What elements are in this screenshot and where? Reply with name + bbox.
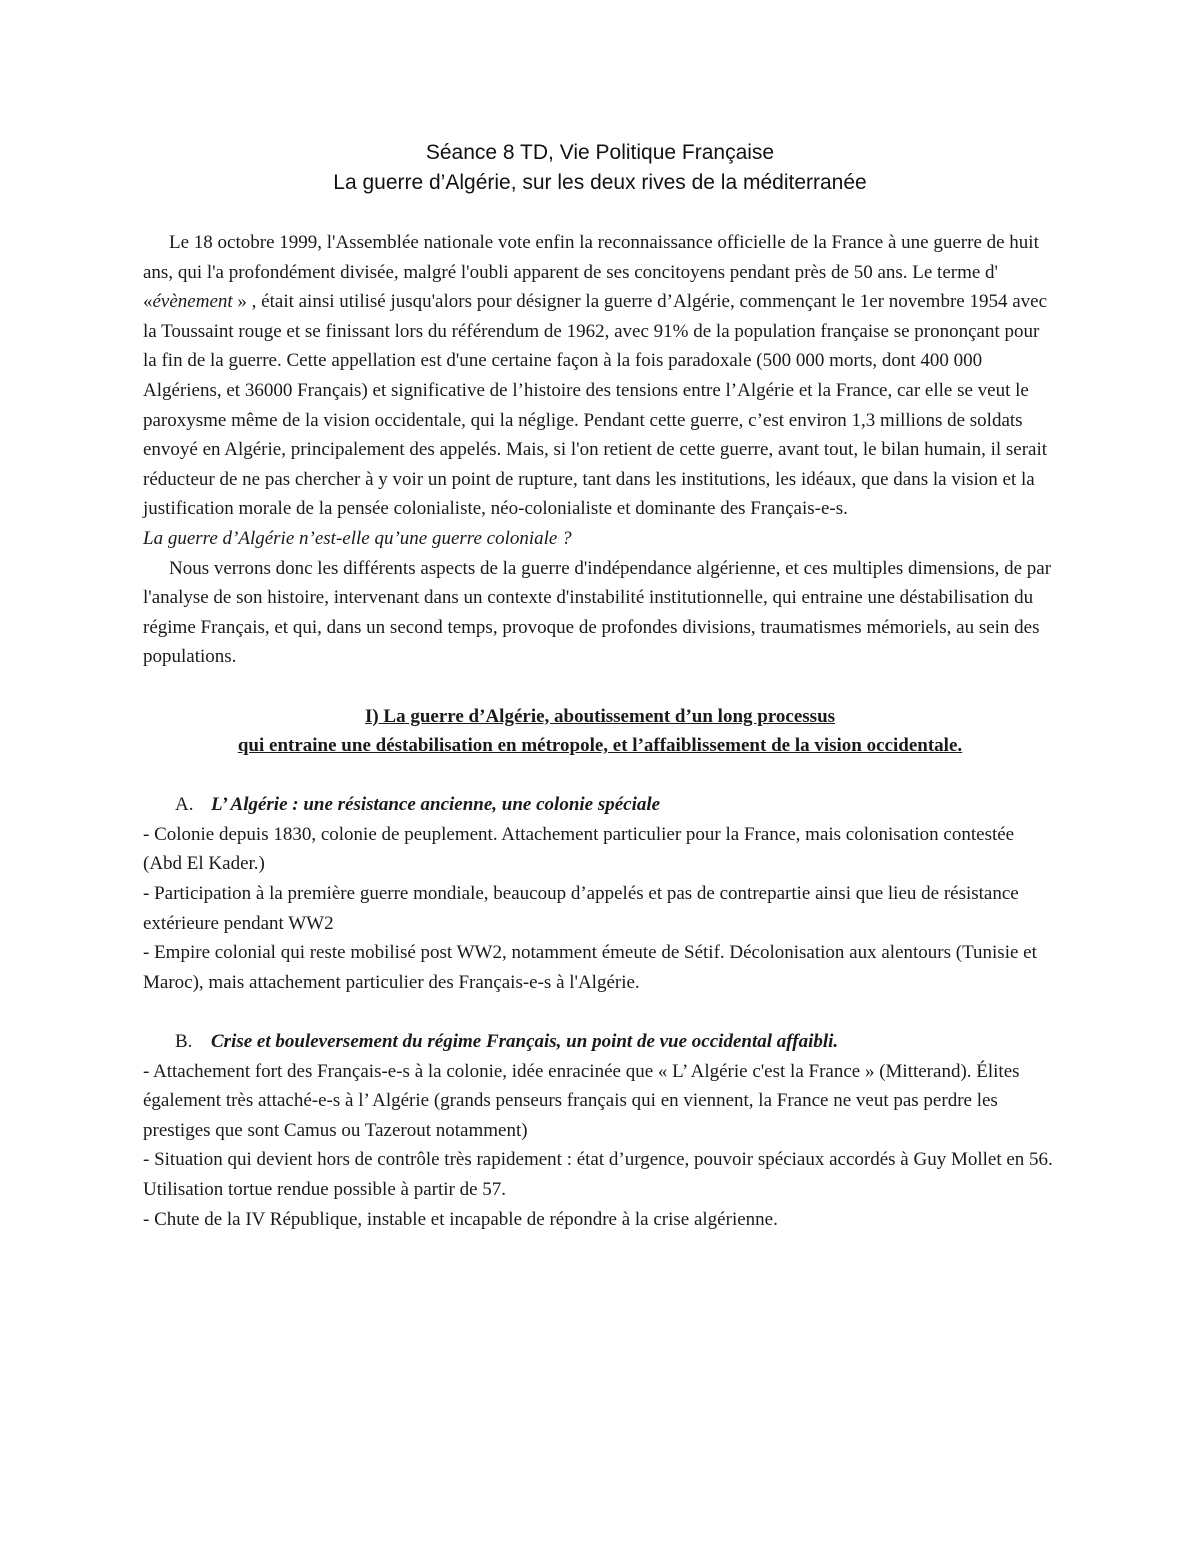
section-a-item: - Empire colonial qui reste mobilisé post WW2, notamment émeute de Sétif. Décolonisation aux alentours (Tunisie et Maroc), mais attachement particulier des Français-e-s à l'Algérie. [143, 942, 1037, 993]
part-1-heading-line-1: I) La guerre d’Algérie, aboutissement d’un long processus [364, 705, 836, 727]
spacer [143, 761, 1057, 791]
section-a-marker: A. [175, 794, 194, 816]
section-a-item: - Participation à la première guerre mondiale, beaucoup d’appelés et pas de contrepartie ainsi que lieu de résistance extérieure pendant WW2 [143, 883, 1019, 934]
document-title-line-2: La guerre d’Algérie, sur les deux rives de la méditerranée [333, 171, 867, 194]
section-b-item: - Chute de la IV République, instable et incapable de répondre à la crise algérienne. [143, 1208, 778, 1230]
document-title-line-1: Séance 8 TD, Vie Politique Française [425, 141, 775, 164]
intro-p1-start: Le 18 octobre 1999, l'Assemblée nationale vote enfin la reconnaissance officielle de la France à une guerre de huit ans, qui l'a profondément divisée, malgré l'oubli apparent de ses concitoyens pendant près de 50 ans. Le terme d' « [143, 232, 1039, 313]
section-b-title: Crise et bouleversement du régime Français, un point de vue occidental affaibli. [211, 1031, 839, 1053]
intro-p1-end: » , était ainsi utilisé jusqu'alors pour désigner la guerre d’Algérie, commençant le 1er novembre 1954 avec la Toussaint rouge et se finissant lors du référendum de 1962, avec 91% de la population française se prononçant pour la fin de la guerre. Cette appellation est d'une certaine façon à la fois paradoxale (500 000 morts, dont 400 000 Algériens, et 36000 Français) et significative de l’histoire des tensions entre l’Algérie et la France, car elle se veut le paroxysme même de la vision occidentale, qui la néglige. Pendant cette guerre, c’est environ 1,3 millions de soldats envoyé en Algérie, principalement des appelés. Mais, si l'on retient de cette guerre, avant tout, le bilan humain, il serait réducteur de ne pas chercher à y voir un point de rupture, tant dans les institutions, les idéaux, que dans la vision et la justification morale de la pensée colonialiste, néo-colonialiste et dominante des Français-e-s. [143, 291, 1048, 520]
spacer [143, 198, 1057, 228]
section-b-item: - Attachement fort des Français-e-s à la colonie, idée enracinée que « L’ Algérie c'est la France » (Mitterand). Élites également très attaché-e-s à l’ Algérie (grands penseurs français qui en viennent, la France ne veut pas perdre les prestiges que sont Camus ou Tazerout notamment) [143, 1060, 1020, 1141]
document-page [143, 138, 1057, 1234]
problem-question: La guerre d’Algérie n’est-elle qu’une guerre coloniale ? [143, 527, 572, 549]
spacer [143, 672, 1057, 702]
intro-paragraph-1 [143, 228, 1057, 524]
section-a-item: - Colonie depuis 1830, colonie de peuplement. Attachement particulier pour la France, mais colonisation contestée (Abd El Kader.) [143, 823, 1015, 875]
spacer [143, 997, 1057, 1027]
section-b-item: - Situation qui devient hors de contrôle très rapidement : état d’urgence, pouvoir spéciaux accordés à Guy Mollet en 56. Utilisation tortue rendue possible à partir de 57. [143, 1149, 1053, 1200]
section-b-marker: B. [175, 1031, 193, 1053]
intro-paragraph-2: Nous verrons donc les différents aspects de la guerre d'indépendance algérienne, et ces multiples dimensions, de par l'analyse de son histoire, intervenant dans un contexte d'instabilité institutionnelle, qui entraine une déstabilisation du régime Français, et qui, dans un second temps, provoque de profondes divisions, traumatismes mémoriels, au sein des populations. [143, 557, 1052, 668]
section-b-heading [143, 1027, 1057, 1057]
part-1-heading-line-2: qui entraine une déstabilisation en métropole, et l’affaiblissement de la vision occidentale. [237, 735, 963, 757]
section-a-title: L’ Algérie : une résistance ancienne, une colonie spéciale [211, 794, 661, 816]
intro-p1-emphasis: évènement [152, 291, 233, 313]
section-a-heading [143, 790, 1057, 820]
